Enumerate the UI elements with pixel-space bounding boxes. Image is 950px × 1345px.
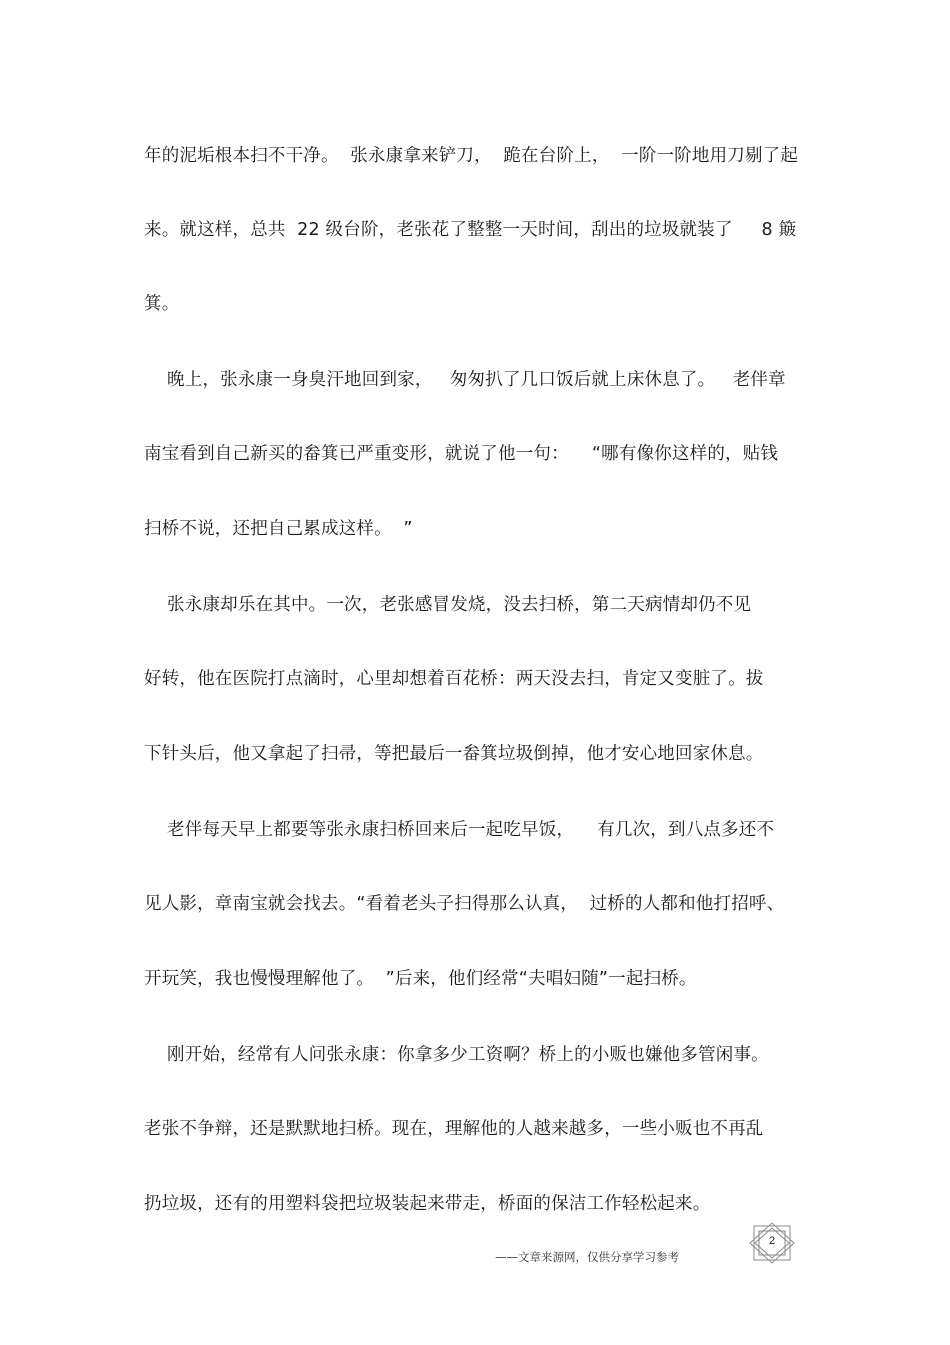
text-line: 来。就这样，总共 22 级台阶，老张花了整整一天时间，刮出的垃圾就装了 8 簸 bbox=[144, 220, 797, 240]
text-line: 老张不争辩，还是默默地扫桥。现在，理解他的人越来越多，一些小贩也不再乱 bbox=[144, 1119, 764, 1139]
text-line: 下针头后，他又拿起了扫帚，等把最后一畚箕垃圾倒掉，他才安心地回家休息。 bbox=[144, 744, 764, 764]
text-line: 张永康却乐在其中。一次，老张感冒发烧，没去扫桥，第二天病情却仍不见 bbox=[144, 595, 752, 615]
text-line: 年的泥垢根本扫不干净。 张永康拿来铲刀， 跪在台阶上， 一阶一阶地用刀剔了起 bbox=[144, 146, 799, 166]
text-line: 南宝看到自己新买的畚箕已严重变形，就说了他一句： “哪有像你这样的，贴钱 bbox=[144, 444, 779, 464]
text-line: 见人影，章南宝就会找去。“看着老头子扫得那么认真， 过桥的人都和他打招呼、 bbox=[144, 894, 785, 914]
text-line: 扫桥不说，还把自己累成这样。 ” bbox=[144, 519, 413, 539]
text-line: 刚开始，经常有人问张永康：你拿多少工资啊？桥上的小贩也嫌他多管闲事。 bbox=[144, 1045, 769, 1065]
text-line: 好转，他在医院打点滴时，心里却想着百花桥：两天没去扫，肯定又变脏了。拔 bbox=[144, 669, 764, 689]
footer-note: ——文章来源网，仅供分享学习参考 bbox=[495, 1250, 679, 1264]
page-number: 2 bbox=[768, 1235, 776, 1247]
text-line: 老伴每天早上都要等张永康扫桥回来后一起吃早饭， 有几次，到八点多还不 bbox=[144, 820, 775, 840]
text-line: 晚上，张永康一身臭汗地回到家， 匆匆扒了几口饭后就上床休息了。 老伴章 bbox=[144, 370, 786, 390]
text-line: 开玩笑，我也慢慢理解他了。 ”后来，他们经常“夫唱妇随”一起扫桥。 bbox=[144, 969, 697, 989]
text-line: 箕。 bbox=[144, 294, 180, 314]
text-line: 扔垃圾，还有的用塑料袋把垃圾装起来带走，桥面的保洁工作轻松起来。 bbox=[144, 1194, 711, 1214]
